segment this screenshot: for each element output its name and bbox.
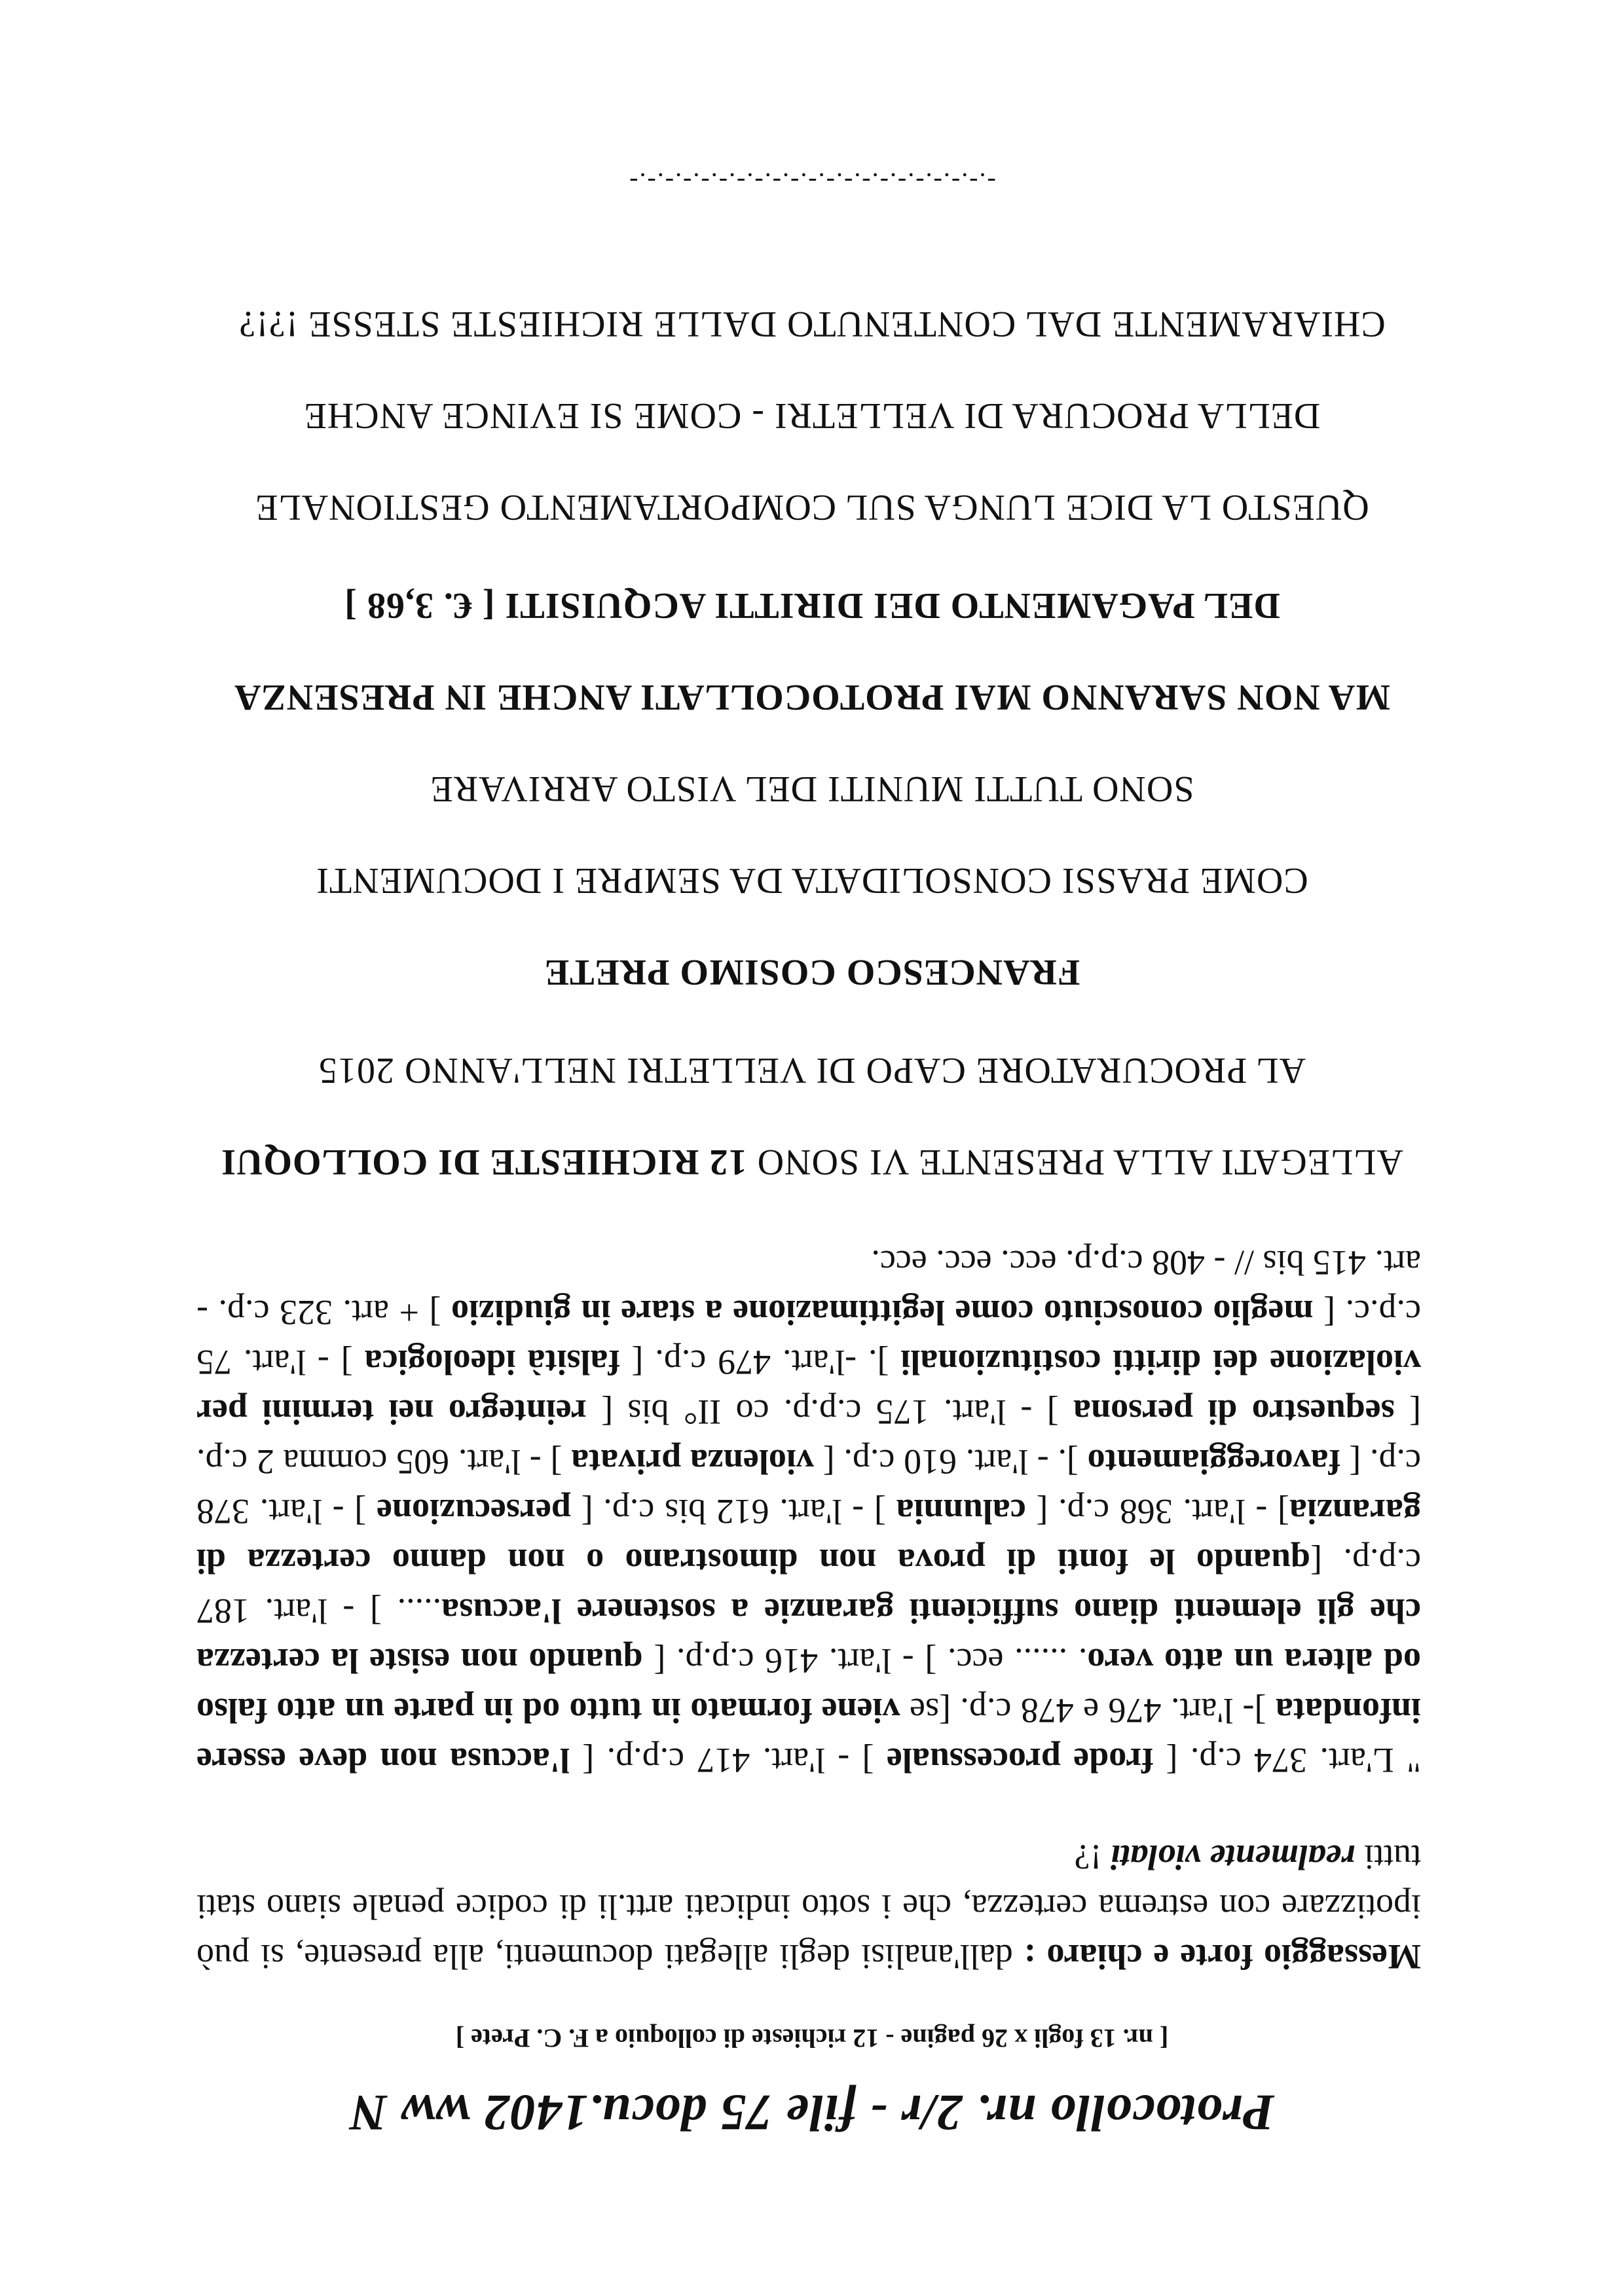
footer-separator: -.-.-.-.-.-.-.-.-.-.-.-.-.-.-.-.-.-.-.-.- bbox=[628, 168, 996, 197]
protocol-title: Protocollo nr. 2/r - file 75 docu.1402 ww N bbox=[349, 2085, 1275, 2141]
statement-bold: 12 RICHIESTE DI COLLOQUI bbox=[221, 1142, 747, 1182]
article-text: ] + art. 323 c.p. - art. 415 bis // - 408 c.p.p. ecc. ecc. ecc. bbox=[196, 1243, 1421, 1332]
statement-line-10: CHIARAMENTE DAL CONTENUTO DALLE RICHIESTE STESSE !?!? bbox=[238, 304, 1386, 344]
statement-text: ALLEGATI ALLA PRESENTE VI SONO bbox=[747, 1142, 1403, 1182]
article-bold: calunnia bbox=[896, 1492, 1026, 1531]
article-text: " L'art. 374 c.p. [ bbox=[1153, 1741, 1421, 1780]
statement-line-1 bbox=[0, 1141, 1624, 1183]
statement-line-7: DEL PAGAMENTO DEI DIRITTI ACQUISITI [ €. 3,68 ] bbox=[344, 585, 1280, 626]
statement-line-6: MA NON SARANNO MAI PROTOCOLLATI ANCHE IN PRESENZA bbox=[234, 677, 1390, 718]
article-text: ] - l'art. 612 bis c.p. [ bbox=[570, 1492, 896, 1531]
article-bold: meglio conosciuto come legittimazione a stare in giudizio bbox=[451, 1293, 1314, 1332]
article-bold: falsità ideologica bbox=[364, 1343, 620, 1382]
article-bold: viene formato in tutto od in parte un atto falso od altera un atto vero bbox=[196, 1641, 1421, 1730]
statement-line-9: DELLA PROCURA DI VELLETRI - COME SI EVINCE ANCHE bbox=[303, 395, 1321, 436]
statement-line-5: SONO TUTTI MUNITI DEL VISTO ARRIVARE bbox=[430, 769, 1194, 809]
article-text: . ...... ecc. ] - l'art. 416 c.p.p. [ bbox=[642, 1641, 1088, 1681]
articles-paragraph bbox=[196, 1238, 1421, 1785]
article-bold: frode processuale bbox=[886, 1741, 1154, 1780]
intro-emphasis: realmente violati bbox=[1111, 1838, 1356, 1877]
article-text: ]. - l'art. 610 c.p. [ bbox=[813, 1442, 1088, 1482]
protocol-subtitle: [ nr. 13 fogli x 26 pagine - 12 richieste di colloquio a F. C. Prete ] bbox=[455, 2024, 1169, 2053]
article-bold: l'accusa non deve essere infondata bbox=[196, 1691, 1421, 1780]
article-bold: reintegro nei termini per violazione dei diritti costituzionali bbox=[196, 1343, 1421, 1432]
article-bold: persecuzione bbox=[376, 1492, 571, 1531]
intro-paragraph bbox=[196, 1832, 1421, 1982]
statement-name: FRANCESCO COSIMO PRETE bbox=[544, 952, 1080, 993]
article-bold: sequestro di persona bbox=[1073, 1393, 1395, 1432]
article-text: ] - l'art. 75 c.p.c. [ bbox=[196, 1293, 1421, 1382]
article-text: ]. -l'art. 479 c.p. [ bbox=[619, 1343, 901, 1382]
intro-tail: !? bbox=[1074, 1838, 1111, 1877]
article-text: ] - l'art. 378 c.p. [ bbox=[196, 1442, 1421, 1531]
article-text: ]- l'art. 476 e 478 c.p. [se bbox=[900, 1691, 1276, 1730]
article-bold: quando non esiste la certezza che gli elementi diano sufficienti garanzie a sostenere l'accusa bbox=[196, 1592, 1421, 1681]
statement-line-2: AL PROCURATORE CAPO DI VELLETRI NELL'ANNO 2015 bbox=[318, 1050, 1306, 1091]
article-text: ] - l'art. 605 comma 2 c.p. [ bbox=[196, 1393, 1421, 1482]
article-bold: favoreggiamento bbox=[1087, 1442, 1340, 1482]
article-bold: violenza privata bbox=[571, 1442, 814, 1482]
article-text: ] - l'art. 417 c.p.p. [ bbox=[569, 1741, 887, 1780]
article-bold: quando le fonti di prova non dimostrano o non danno certezza di garanzia bbox=[196, 1492, 1421, 1581]
statement-line-8: QUESTO LA DICE LUNGA SUL COMPORTAMENTO GESTIONALE bbox=[255, 487, 1369, 528]
statement-line-4: COME PRASSI CONSOLIDATA DA SEMPRE I DOCUMENTI bbox=[316, 860, 1308, 901]
article-text: ] - l'art. 368 c.p. [ bbox=[1025, 1492, 1290, 1531]
intro-text: dall'analisi degli allegati documenti, alla presente, si può ipotizzare con estrema certezza, che i sotto indicati artt.li di codice penale siano stati tutti bbox=[196, 1838, 1421, 1977]
article-text: ] - l'art. 175 c.p.p. co II° bis [ bbox=[586, 1393, 1074, 1432]
article-text: ..... ] - l'art. 187 c.p.p. [ bbox=[196, 1542, 1421, 1631]
intro-lead: Messaggio forte e chiaro : bbox=[1024, 1937, 1421, 1977]
